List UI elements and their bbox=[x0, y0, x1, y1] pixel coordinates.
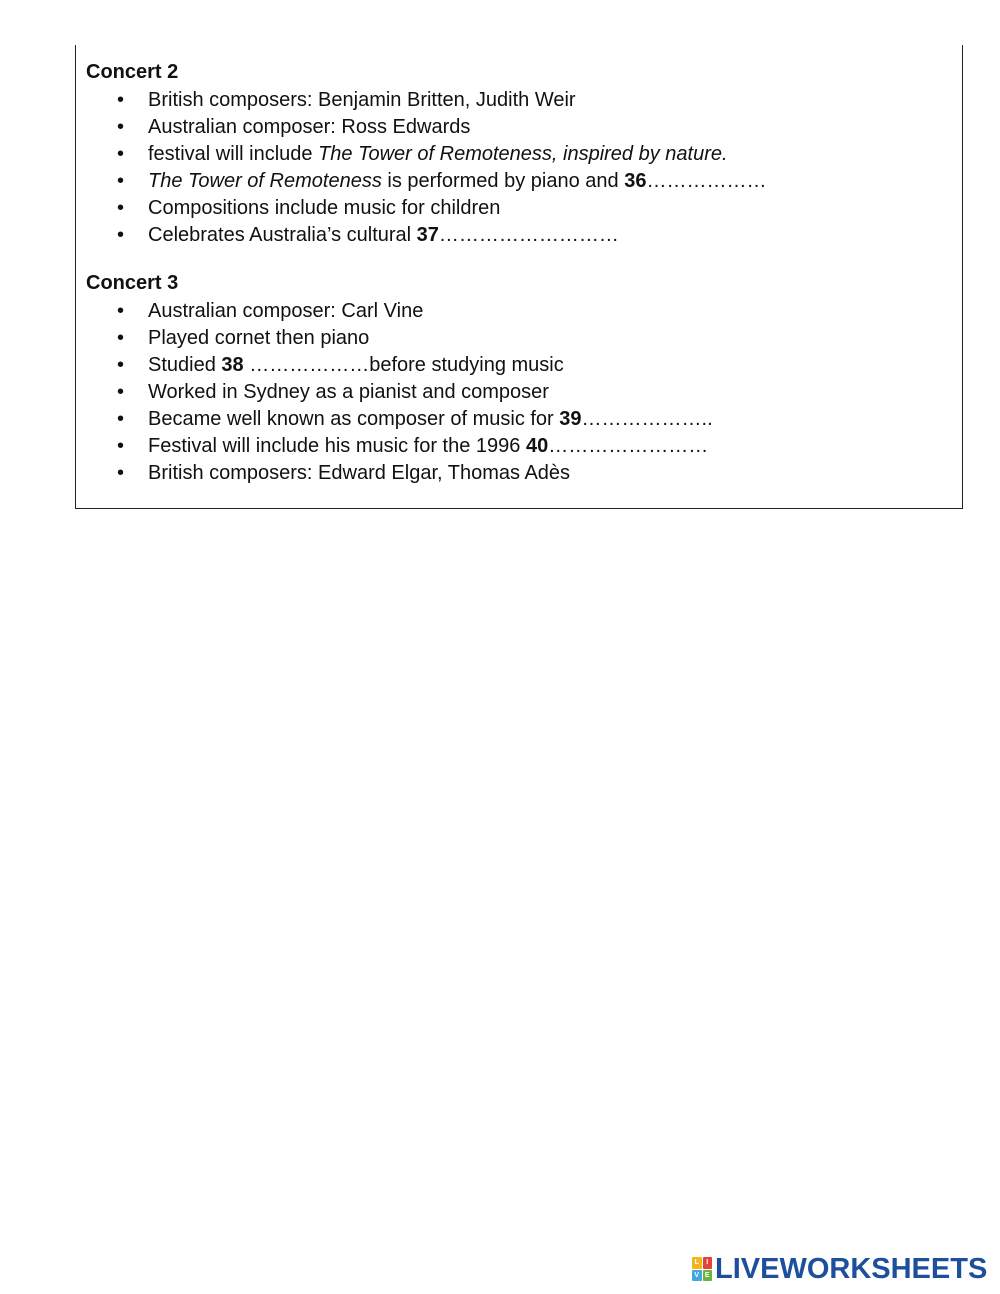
list-item bbox=[86, 325, 713, 352]
item-text: Compositions include music for children bbox=[148, 197, 501, 219]
list-item bbox=[86, 379, 713, 406]
liveworksheets-logo bbox=[692, 1252, 987, 1286]
list-item bbox=[86, 168, 766, 195]
item-italic-text: The Tower of Remoteness bbox=[148, 170, 382, 192]
answer-blank-36[interactable]: ……………… bbox=[646, 170, 767, 192]
item-text: Worked in Sydney as a pianist and composer bbox=[148, 381, 549, 403]
concert-3-section bbox=[86, 271, 713, 487]
item-text: Festival will include his music for the 1996 bbox=[148, 435, 526, 457]
item-text: British composers: Edward Elgar, Thomas Adès bbox=[148, 462, 571, 484]
list-item bbox=[86, 87, 766, 114]
concert-2-list bbox=[86, 87, 766, 249]
concert-3-list bbox=[86, 298, 713, 487]
answer-blank-39[interactable]: ……………….. bbox=[581, 408, 713, 430]
question-number-38: 38 bbox=[221, 354, 244, 376]
list-item bbox=[86, 298, 713, 325]
logo-mark-letter: V bbox=[692, 1270, 702, 1282]
notes-box bbox=[75, 45, 963, 509]
logo-mark-letter: E bbox=[703, 1270, 713, 1282]
list-item bbox=[86, 406, 713, 433]
question-number-37: 37 bbox=[416, 224, 439, 246]
question-number-39: 39 bbox=[559, 408, 582, 430]
item-italic-text: The Tower of Remoteness, inspired by nature. bbox=[318, 143, 728, 165]
list-item bbox=[86, 195, 766, 222]
item-text: festival will include bbox=[148, 143, 319, 165]
list-item bbox=[86, 460, 713, 487]
list-item bbox=[86, 141, 766, 168]
question-number-40: 40 bbox=[525, 435, 549, 457]
list-item bbox=[86, 222, 766, 249]
logo-text: LIVEWORKSHEETS bbox=[715, 1253, 988, 1285]
logo-mark-letter: I bbox=[703, 1257, 713, 1269]
list-item bbox=[86, 433, 713, 460]
answer-blank-38[interactable]: ……………… bbox=[243, 354, 370, 376]
item-text: Studied bbox=[148, 354, 222, 376]
item-text: British composers: Benjamin Britten, Judith Weir bbox=[148, 89, 576, 111]
answer-blank-40[interactable]: …………………… bbox=[548, 435, 709, 457]
item-text: Australian composer: Carl Vine bbox=[148, 300, 424, 322]
item-text: is performed by piano and bbox=[381, 170, 625, 192]
list-item bbox=[86, 352, 713, 379]
answer-blank-37[interactable]: ……………………… bbox=[438, 224, 619, 246]
concert-2-section bbox=[86, 60, 766, 249]
item-text: Celebrates Australia’s cultural bbox=[148, 224, 417, 246]
list-item bbox=[86, 114, 766, 141]
liveworksheets-mark-icon bbox=[692, 1257, 712, 1281]
item-text: Became well known as composer of music for bbox=[148, 408, 560, 430]
item-text: before studying music bbox=[369, 354, 564, 376]
concert-2-title: Concert 2 bbox=[86, 61, 179, 83]
concert-3-title: Concert 3 bbox=[86, 272, 179, 294]
question-number-36: 36 bbox=[624, 170, 647, 192]
logo-mark-letter: L bbox=[692, 1257, 702, 1269]
item-text: Played cornet then piano bbox=[148, 327, 370, 349]
item-text: Australian composer: Ross Edwards bbox=[148, 116, 471, 138]
